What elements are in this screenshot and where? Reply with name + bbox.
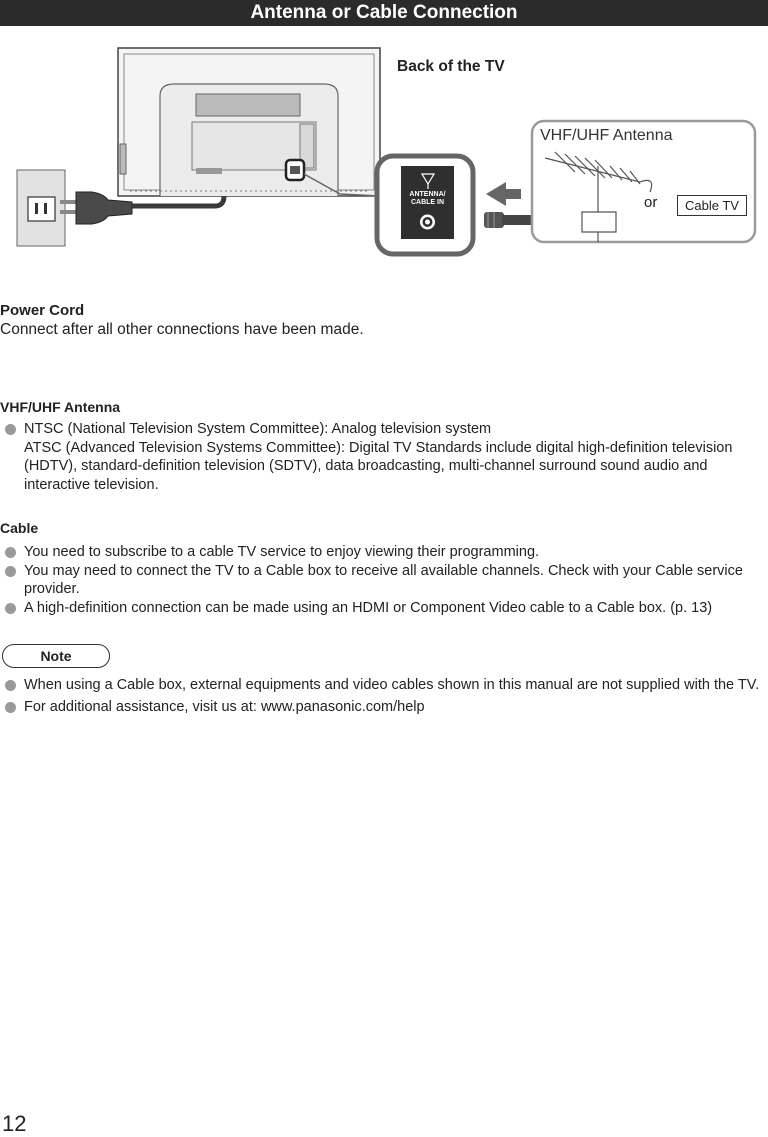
bullet-icon <box>5 603 16 614</box>
power-cord-title: Power Cord <box>0 302 85 319</box>
antenna-port-callout <box>377 156 473 254</box>
note-badge: Note <box>2 644 110 668</box>
coax-plug <box>484 212 536 228</box>
bullet-icon <box>5 424 16 435</box>
list-item: When using a Cable box, external equipments and video cables shown in this manual are not supplied with the TV. <box>4 675 768 696</box>
vhf-list <box>4 420 768 494</box>
antenna-label: VHF/UHF Antenna <box>540 127 673 144</box>
note-list <box>4 675 768 718</box>
connection-arrow-icon <box>486 182 521 206</box>
page-title: Antenna or Cable Connection <box>250 2 518 23</box>
cable-section-title: Cable <box>0 520 39 536</box>
or-label: or <box>644 194 658 211</box>
bullet-icon <box>5 702 16 713</box>
wall-outlet <box>17 170 65 246</box>
connection-diagram-svg <box>0 26 768 286</box>
connection-diagram <box>0 26 768 286</box>
bullet-icon <box>5 566 16 577</box>
list-item: For additional assistance, visit us at: www.panasonic.com/help <box>4 697 768 718</box>
port-label-line1: ANTENNA/ <box>409 191 446 198</box>
page-header <box>0 0 768 26</box>
port-label-line2: CABLE IN <box>410 199 445 206</box>
list-item: You need to subscribe to a cable TV service to enjoy viewing their programming. <box>4 543 768 562</box>
vhf-section-title: VHF/UHF Antenna <box>0 399 121 415</box>
back-of-tv-label: Back of the TV <box>397 58 505 75</box>
list-item: NTSC (National Television System Committee): Analog television system ATSC (Advanced Television Systems Committee): Digital TV Standards include digital high-definition television (HDTV), standard-definition television (SDTV), data broadcasting, multi-channel surround sound audio and interactive television. <box>4 420 768 494</box>
bullet-icon <box>5 680 16 691</box>
cable-tv-label: Cable TV <box>677 195 747 216</box>
cable-list <box>4 543 768 617</box>
bullet-icon <box>5 547 16 558</box>
list-item: A high-definition connection can be made using an HDMI or Component Video cable to a Cable box. (p. 13) <box>4 599 768 618</box>
list-item: You may need to connect the TV to a Cable box to receive all available channels. Check with your Cable service provider. <box>4 562 768 599</box>
power-cord-text: Connect after all other connections have been made. <box>0 321 364 338</box>
tv-back <box>118 48 380 196</box>
page-number: 12 <box>2 1111 27 1136</box>
